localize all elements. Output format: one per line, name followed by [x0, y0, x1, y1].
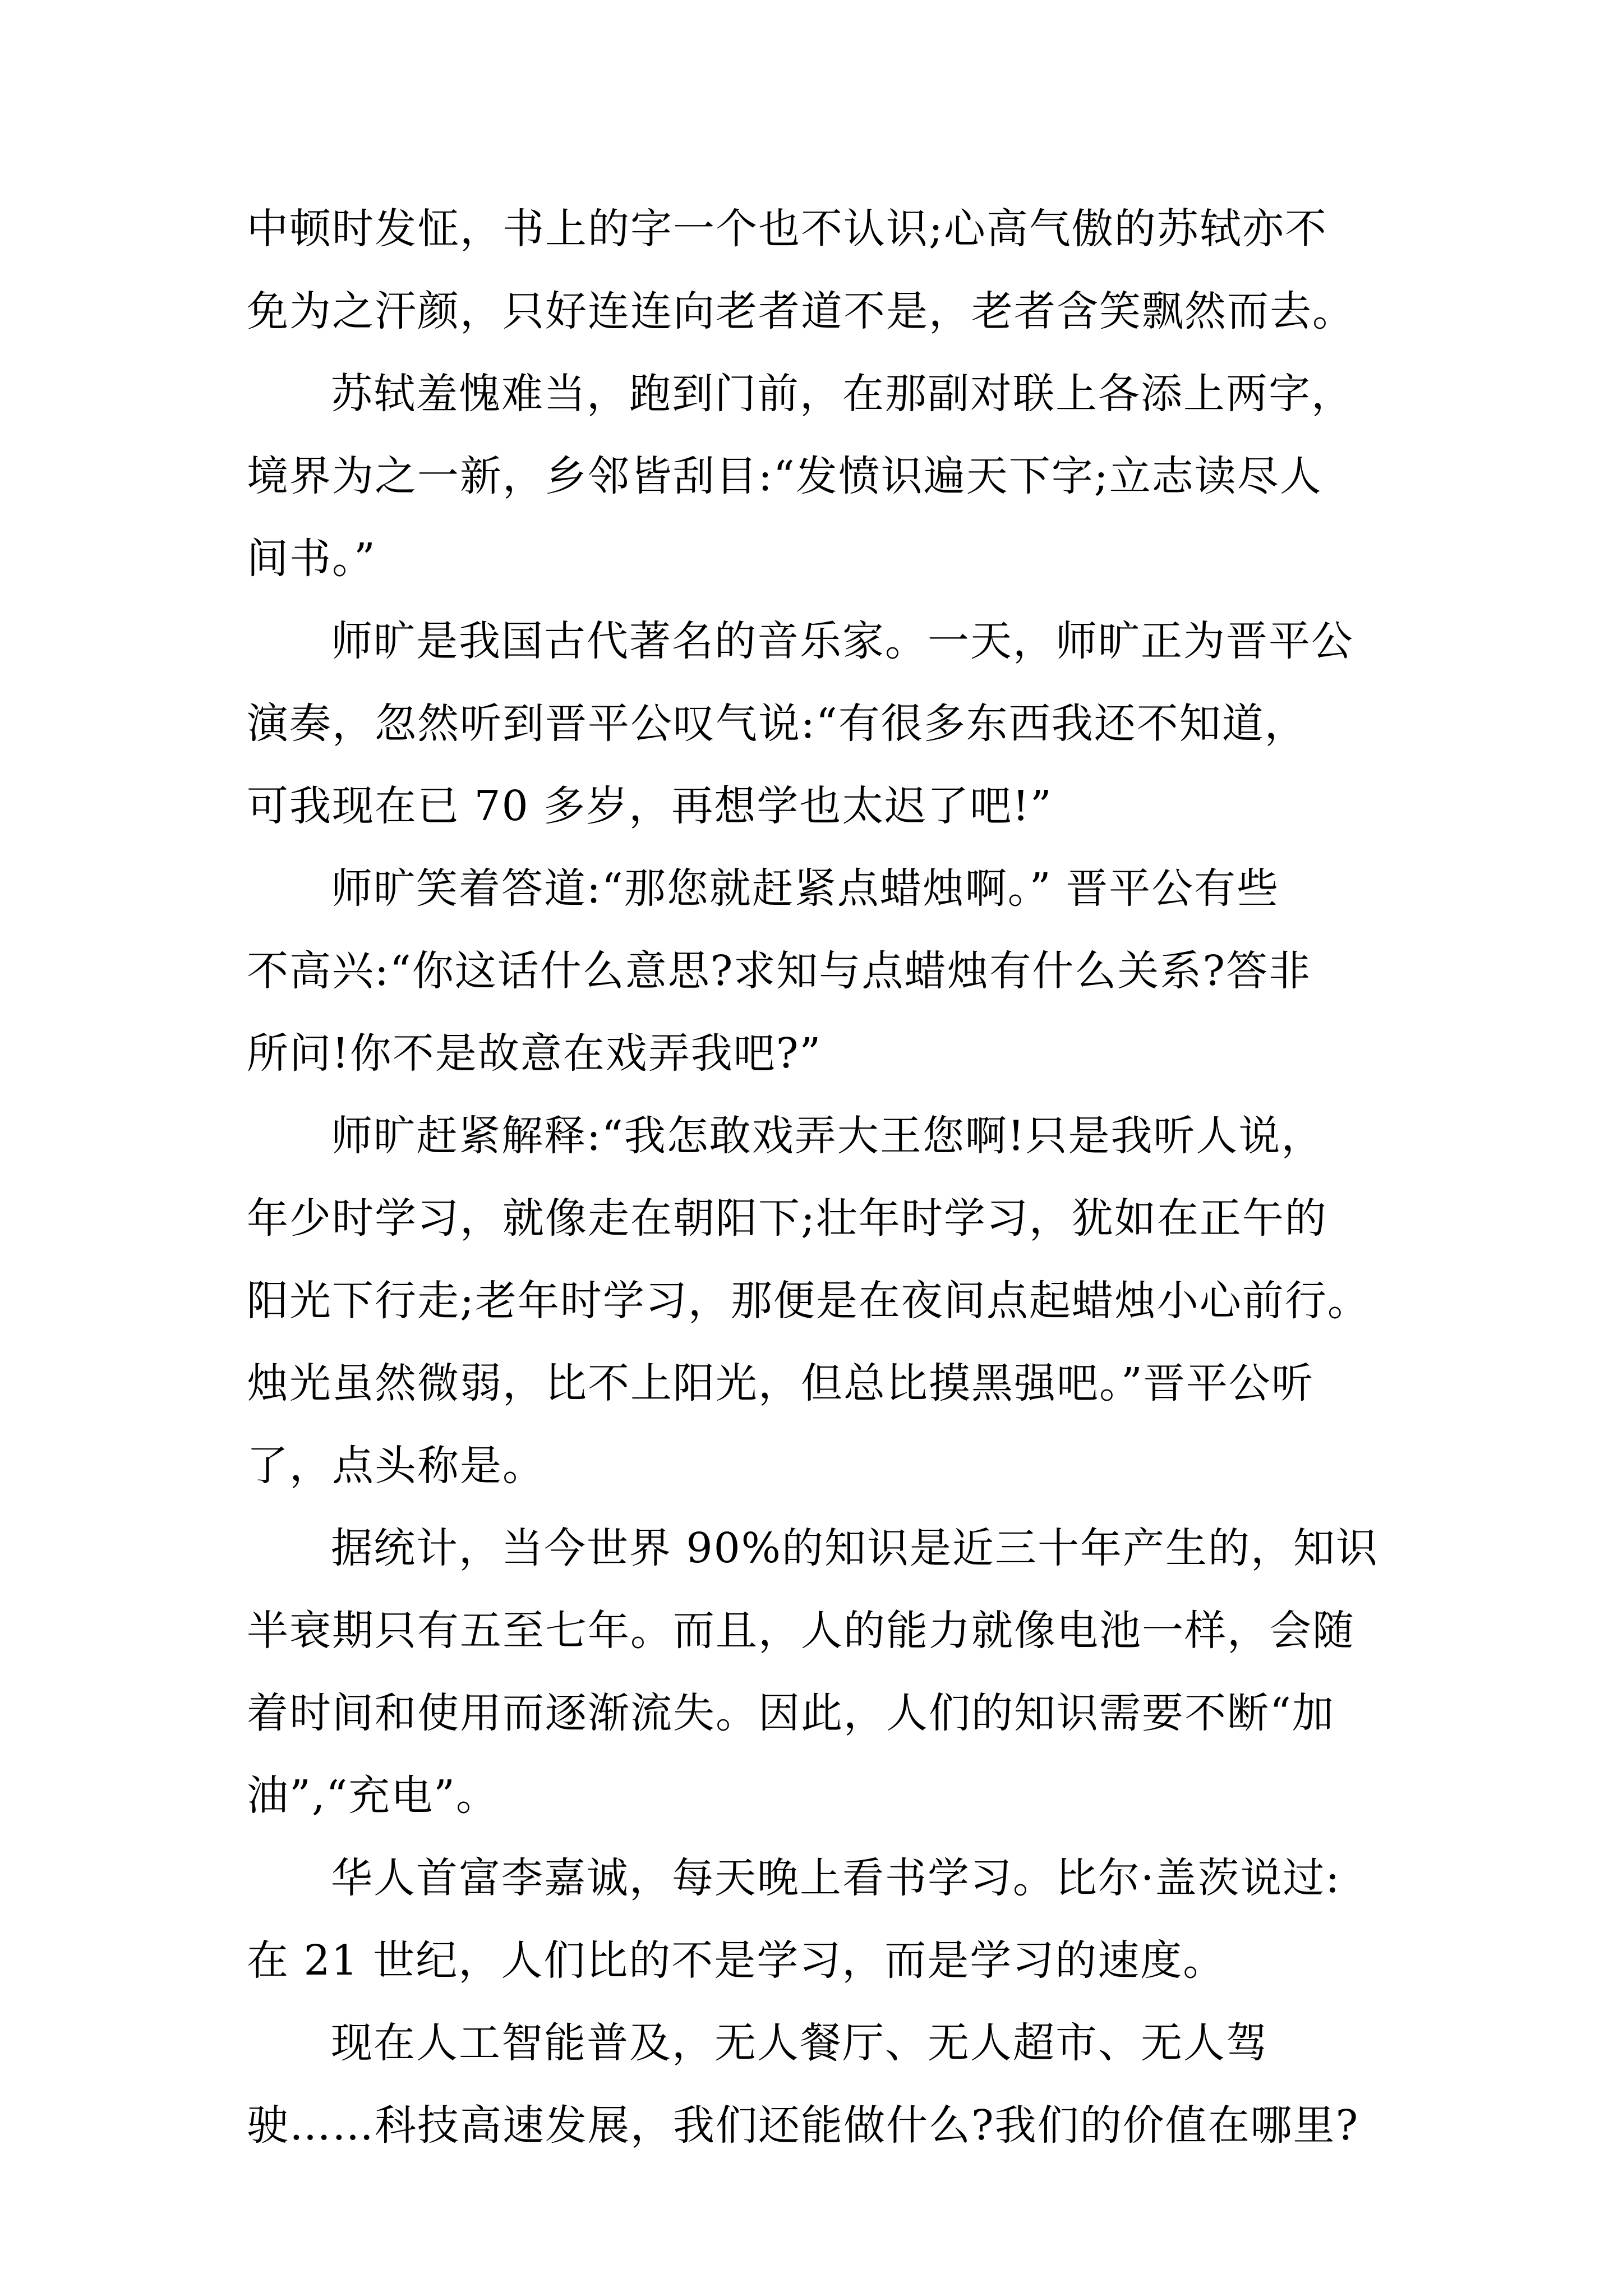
text-line: 间书。” [247, 535, 376, 583]
text-line: 可我现在已 70 多岁，再想学也太迟了吧!” [247, 782, 1053, 830]
text-line: 了，点头称是。 [247, 1442, 545, 1490]
paragraph-start-line: 师旷笑着答道:“那您就赶紧点蜡烛啊。” 晋平公有些 [331, 864, 1280, 913]
text-line: 演奏，忽然听到晋平公叹气说:“有很多东西我还不知道， [247, 700, 1307, 748]
text-line: 驶……科技高速发展，我们还能做什么?我们的价值在哪里? [247, 2101, 1359, 2150]
text-line: 境界为之一新，乡邻皆刮目:“发愤识遍天下字;立志读尽人 [247, 452, 1322, 500]
text-line: 不高兴:“你这话什么意思?求知与点蜡烛有什么关系?答非 [247, 947, 1312, 995]
text-line: 所问!你不是故意在戏弄我吧?” [247, 1029, 822, 1078]
text-line: 半衰期只有五至七年。而且，人的能力就像电池一样，会随 [247, 1607, 1355, 1655]
text-line: 在 21 世纪，人们比的不是学习，而是学习的速度。 [247, 1936, 1226, 1985]
paragraph-start-line: 苏轼羞愧难当，跑到门前，在那副对联上各添上两字， [331, 370, 1354, 418]
paragraph-start-line: 现在人工智能普及，无人餐厅、无人超市、无人驾 [331, 2019, 1269, 2067]
text-line: 阳光下行走;老年时学习，那便是在夜间点起蜡烛小心前行。 [247, 1277, 1370, 1325]
paragraph-start-line: 据统计，当今世界 90%的知识是近三十年产生的，知识 [331, 1524, 1378, 1572]
text-line: 免为之汗颜，只好连连向老者道不是，老者含笑飘然而去。 [247, 287, 1355, 335]
text-line: 烛光虽然微弱，比不上阳光，但总比摸黑强吧。”晋平公听 [247, 1359, 1314, 1407]
text-line: 油”,“充电”。 [247, 1772, 499, 1820]
text-line: 年少时学习，就像走在朝阳下;壮年时学习，犹如在正午的 [247, 1194, 1327, 1243]
text-line: 中顿时发怔，书上的字一个也不认识;心高气傲的苏轼亦不 [247, 205, 1327, 253]
body-text [247, 188, 1391, 2167]
text-line: 着时间和使用而逐渐流失。因此，人们的知识需要不断“加 [247, 1689, 1335, 1737]
paragraph-start-line: 师旷是我国古代著名的音乐家。一天，师旷正为晋平公 [331, 617, 1354, 665]
paragraph-start-line: 师旷赶紧解释:“我怎敢戏弄大王您啊!只是我听人说， [331, 1112, 1324, 1160]
paragraph-start-line: 华人首富李嘉诚，每天晚上看书学习。比尔·盖茨说过: [331, 1854, 1341, 1902]
